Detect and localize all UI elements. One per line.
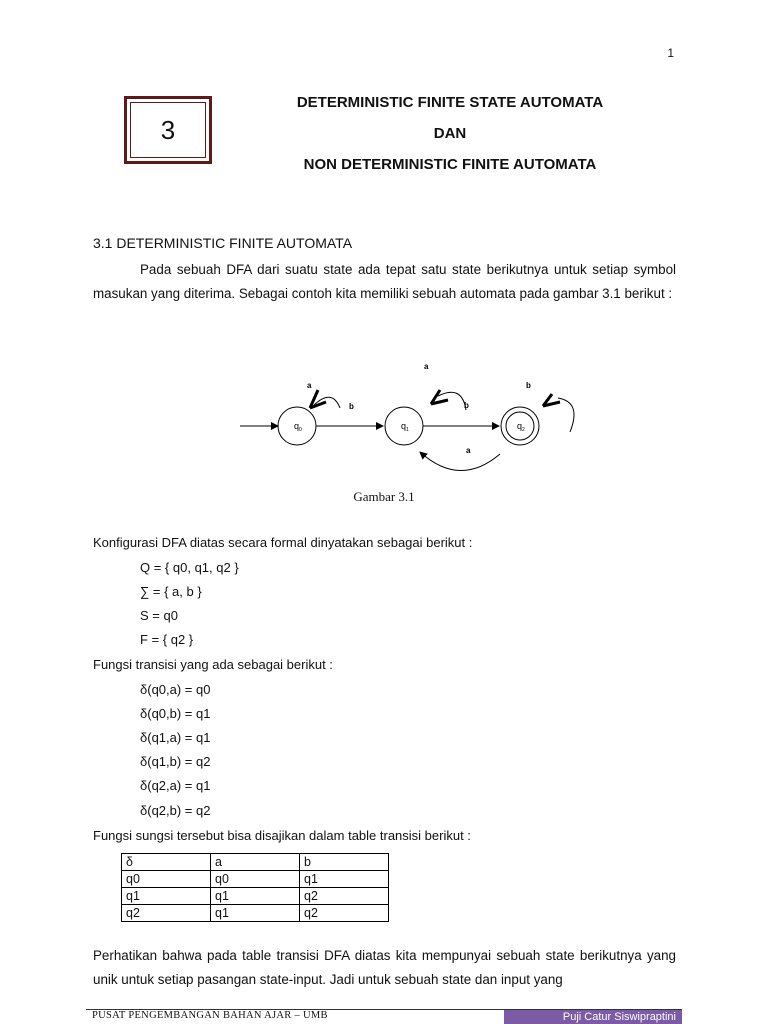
state-q0-label: $q_0$ <box>294 421 302 433</box>
label-q0-q1: b <box>349 402 354 411</box>
footer-author: Puji Catur Siswipraptini <box>504 1010 682 1024</box>
config-line-q: Q = { q0, q1, q2 } <box>140 560 239 575</box>
table-cell: q2 <box>300 888 389 905</box>
label-q1-q2: b <box>464 401 469 410</box>
transition-intro: Fungsi transisi yang ada sebagai berikut : <box>93 657 333 672</box>
table-cell: q2 <box>300 905 389 922</box>
table-cell: q1 <box>211 905 300 922</box>
loop-q1-arrowhead <box>431 390 448 404</box>
figure-caption: Gambar 3.1 <box>353 489 415 504</box>
state-q1-label: $q_1$ <box>401 421 409 433</box>
transition-line: δ(q0,a) = q0 <box>140 682 211 697</box>
transition-line: δ(q2,b) = q2 <box>140 803 211 818</box>
table-row <box>122 905 389 922</box>
loop-q2-arrowhead <box>543 394 560 406</box>
intro-paragraph-text: Pada sebuah DFA dari suatu state ada tepat satu state berikutnya untuk setiap symbol masukan yang diterima. Sebagai contoh kita memiliki sebuah automata pada gambar 3.1 berikut : <box>93 262 676 301</box>
table-header-cell: b <box>300 854 389 871</box>
closing-paragraph: Perhatikan bahwa pada table transisi DFA diatas kita mempunyai sebuah state berikutnya yang unik untuk setiap pasangan state-input. Jadi untuk sebuah state dan input yang <box>93 948 676 987</box>
loop-q0-arrowhead <box>310 390 326 408</box>
page-number: 1 <box>667 46 674 60</box>
title-line-2: DAN <box>433 125 467 142</box>
table-cell: q1 <box>300 871 389 888</box>
config-line-f: F = { q2 } <box>140 632 194 647</box>
table-header-cell: a <box>211 854 300 871</box>
table-intro: Fungsi sungsi tersebut bisa disajikan dalam table transisi berikut : <box>93 828 471 843</box>
footer-institution: PUSAT PENGEMBANGAN BAHAN AJAR – UMB <box>92 1010 328 1021</box>
title-line-1: DETERMINISTIC FINITE STATE AUTOMATA <box>296 94 604 111</box>
table-cell: q2 <box>122 905 211 922</box>
section-heading: 3.1 DETERMINISTIC FINITE AUTOMATA <box>93 235 353 251</box>
config-intro: Konfigurasi DFA diatas secara formal dinyatakan sebagai berikut : <box>93 535 473 550</box>
label-q2-loop: b <box>526 381 531 390</box>
config-line-s: S = q0 <box>140 608 178 623</box>
table-row <box>122 871 389 888</box>
transition-line: δ(q0,b) = q1 <box>140 706 211 721</box>
transition-line: δ(q1,b) = q2 <box>140 754 211 769</box>
label-q0-loop: a <box>307 381 312 390</box>
state-q2-label: $q_2$ <box>517 421 525 433</box>
title-line-3: NON DETERMINISTIC FINITE AUTOMATA <box>303 156 597 173</box>
label-q1-loop: a <box>424 362 429 371</box>
table-row <box>122 888 389 905</box>
intro-paragraph <box>93 258 676 306</box>
chapter-number-box <box>124 96 212 164</box>
table-header-cell: δ <box>122 854 211 871</box>
edge-q2-q1 <box>420 452 500 471</box>
table-cell: q1 <box>122 888 211 905</box>
chapter-number: 3 <box>130 102 206 158</box>
label-q2-q1: a <box>466 446 471 455</box>
table-cell: q1 <box>211 888 300 905</box>
transition-line: δ(q2,a) = q1 <box>140 778 211 793</box>
transition-line: δ(q1,a) = q1 <box>140 730 211 745</box>
table-header-row <box>122 854 389 871</box>
loop-q2 <box>558 398 574 432</box>
transition-table <box>121 853 389 922</box>
config-line-sigma: ∑ = { a, b } <box>140 584 202 599</box>
table-cell: q0 <box>122 871 211 888</box>
dfa-diagram <box>230 350 590 480</box>
table-cell: q0 <box>211 871 300 888</box>
